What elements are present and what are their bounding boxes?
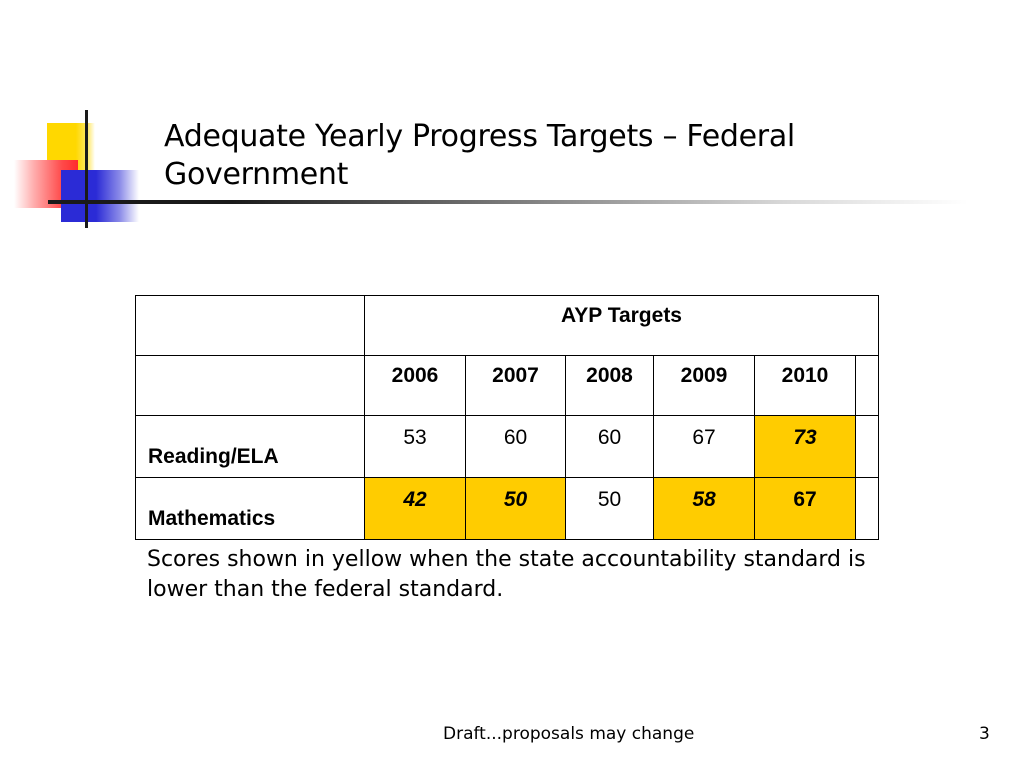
target-cell: 50 xyxy=(466,478,566,540)
row-label: Reading/ELA xyxy=(136,416,365,478)
year-cell: 2009 xyxy=(654,356,755,416)
year-row xyxy=(136,356,879,416)
page-number: 3 xyxy=(979,724,990,744)
empty-extra-cell xyxy=(856,416,879,478)
empty-extra-cell xyxy=(856,356,879,416)
row-label: Mathematics xyxy=(136,478,365,540)
ayp-targets-header: AYP Targets xyxy=(365,296,879,356)
ayp-targets-table xyxy=(135,295,879,540)
target-cell: 67 xyxy=(755,478,856,540)
year-cell: 2008 xyxy=(566,356,654,416)
target-cell: 58 xyxy=(654,478,755,540)
empty-extra-cell xyxy=(856,478,879,540)
target-cell: 60 xyxy=(466,416,566,478)
target-cell: 53 xyxy=(365,416,466,478)
year-cell: 2010 xyxy=(755,356,856,416)
title-underline xyxy=(48,200,968,204)
year-cell: 2007 xyxy=(466,356,566,416)
target-cell: 60 xyxy=(566,416,654,478)
table-header-row xyxy=(136,296,879,356)
yellow-legend-note: Scores shown in yellow when the state accountability standard is lower than the federal standard. xyxy=(147,547,866,602)
table-row xyxy=(136,478,879,540)
footer-text: Draft...proposals may change xyxy=(443,724,695,744)
year-cell: 2006 xyxy=(365,356,466,416)
target-cell: 73 xyxy=(755,416,856,478)
empty-corner-cell xyxy=(136,296,365,356)
table-row xyxy=(136,416,879,478)
target-cell: 67 xyxy=(654,416,755,478)
logo-vertical-line xyxy=(85,110,88,228)
empty-label-cell xyxy=(136,356,365,416)
target-cell: 50 xyxy=(566,478,654,540)
slide-title: Adequate Yearly Progress Targets – Federal Government xyxy=(164,119,795,192)
target-cell: 42 xyxy=(365,478,466,540)
logo-blue-square xyxy=(61,170,139,222)
